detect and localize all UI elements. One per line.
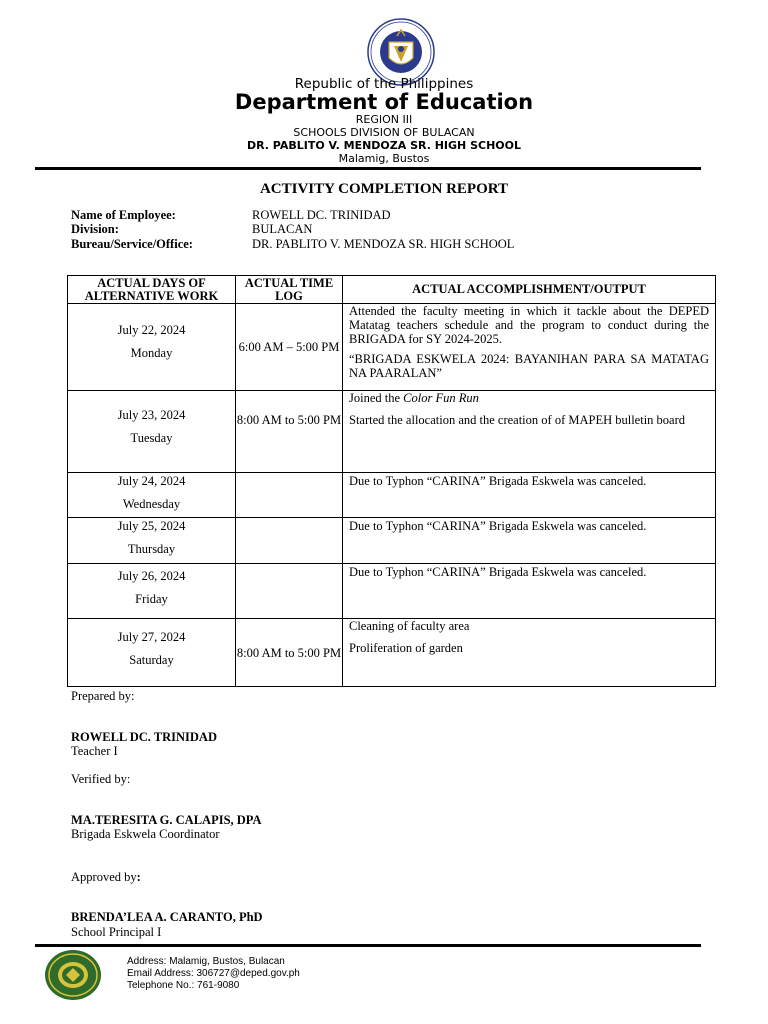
accomplishment-text: Proliferation of garden bbox=[349, 641, 463, 655]
accomplishment-cell bbox=[343, 518, 716, 564]
region-line: REGION III bbox=[355, 113, 413, 126]
table-row bbox=[68, 391, 716, 473]
date-cell bbox=[68, 564, 236, 619]
date-text: July 24, 2024 bbox=[117, 474, 186, 488]
employee-name-label: Name of Employee: bbox=[71, 208, 176, 222]
accomplishment-cell bbox=[343, 473, 716, 518]
approved-by-text: Approved by bbox=[71, 870, 137, 884]
time-cell: 8:00 AM to 5:00 PM bbox=[236, 619, 343, 687]
prepared-by-name: ROWELL DC. TRINIDAD bbox=[71, 730, 217, 744]
day-text: Saturday bbox=[129, 653, 174, 667]
table-row bbox=[68, 304, 716, 391]
department-name: Department of Education bbox=[234, 90, 534, 114]
school-name: DR. PABLITO V. MENDOZA SR. HIGH SCHOOL bbox=[246, 139, 521, 152]
date-cell bbox=[68, 518, 236, 564]
date-text: July 25, 2024 bbox=[117, 519, 186, 533]
date-text: July 27, 2024 bbox=[117, 630, 186, 644]
report-title: ACTIVITY COMPLETION REPORT bbox=[259, 181, 509, 197]
accomplishment-text: Due to Typhon “CARINA” Brigada Eskwela was canceled. bbox=[349, 474, 647, 488]
accomplishment-italic: Color Fun Run bbox=[403, 391, 479, 405]
time-cell: 6:00 AM – 5:00 PM bbox=[236, 304, 343, 391]
division-value: BULACAN bbox=[252, 222, 313, 236]
day-text: Wednesday bbox=[122, 497, 181, 511]
col-header-time: ACTUAL TIME LOG bbox=[236, 276, 343, 304]
republic-line: Republic of the Philippines bbox=[294, 76, 474, 92]
accomplishment-text bbox=[349, 391, 709, 405]
table-row bbox=[68, 473, 716, 518]
accomplishment-text: Due to Typhon “CARINA” Brigada Eskwela was canceled. bbox=[349, 519, 647, 533]
date-text: July 26, 2024 bbox=[117, 569, 186, 583]
division-line: SCHOOLS DIVISION OF BULACAN bbox=[293, 126, 475, 139]
footer-phone: Telephone No.: 761-9080 bbox=[127, 980, 240, 991]
time-cell bbox=[236, 564, 343, 619]
footer-address: Address: Malamig, Bustos, Bulacan bbox=[127, 956, 285, 967]
time-cell: 8:00 AM to 5:00 PM bbox=[236, 391, 343, 473]
accomplishment-text: Started the allocation and the creation of of MAPEH bulletin board bbox=[349, 413, 686, 427]
employee-name-value: ROWELL DC. TRINIDAD bbox=[252, 208, 391, 222]
accomplishment-text: Cleaning of faculty area bbox=[349, 619, 470, 633]
accomplishment-text: Due to Typhon “CARINA” Brigada Eskwela was canceled. bbox=[349, 565, 647, 579]
verified-by-name: MA.TERESITA G. CALAPIS, DPA bbox=[71, 813, 262, 827]
date-cell bbox=[68, 304, 236, 391]
day-text: Tuesday bbox=[130, 431, 173, 445]
accomplishment-cell bbox=[343, 391, 716, 473]
col-header-days: ACTUAL DAYS OF ALTERNATIVE WORK bbox=[68, 276, 236, 304]
table-row bbox=[68, 564, 716, 619]
date-text: July 23, 2024 bbox=[117, 408, 186, 422]
activity-table bbox=[67, 275, 716, 687]
accomplishment-cell bbox=[343, 619, 716, 687]
accomplishment-text: Attended the faculty meeting in which it tackle about the DEPED Matatag teachers schedule and the program to conduct during the BRIGADA for SY 2024-2025. bbox=[349, 304, 709, 346]
prepared-by-label: Prepared by: bbox=[71, 689, 135, 703]
school-location: Malamig, Bustos bbox=[338, 152, 430, 165]
date-cell bbox=[68, 473, 236, 518]
table-row bbox=[68, 518, 716, 564]
accomplishment-text: “BRIGADA ESKWELA 2024: BAYANIHAN PARA SA MATATAG NA PAARALAN” bbox=[349, 352, 709, 380]
time-cell bbox=[236, 518, 343, 564]
verified-by-label: Verified by: bbox=[71, 772, 131, 786]
approved-by-name: BRENDA’LEA A. CARANTO, PhD bbox=[71, 910, 263, 924]
time-cell bbox=[236, 473, 343, 518]
date-cell bbox=[68, 619, 236, 687]
header-divider bbox=[35, 167, 701, 170]
division-label: Division: bbox=[71, 222, 119, 236]
day-text: Monday bbox=[130, 346, 173, 360]
accomplishment-prefix: Joined the bbox=[349, 391, 404, 405]
prepared-by-position: Teacher I bbox=[71, 744, 118, 758]
verified-by-position: Brigada Eskwela Coordinator bbox=[71, 827, 220, 841]
day-text: Thursday bbox=[127, 542, 176, 556]
accomplishment-cell bbox=[343, 564, 716, 619]
approved-by-position: School Principal I bbox=[71, 925, 162, 939]
accomplishment-cell bbox=[343, 304, 716, 391]
date-cell bbox=[68, 391, 236, 473]
table-header-row bbox=[68, 276, 716, 304]
approved-by-colon: : bbox=[136, 870, 141, 884]
col-header-accomplishment: ACTUAL ACCOMPLISHMENT/OUTPUT bbox=[343, 276, 716, 304]
footer-divider bbox=[35, 944, 701, 947]
office-label: Bureau/Service/Office: bbox=[71, 237, 193, 251]
day-text: Friday bbox=[135, 592, 168, 606]
approved-by-label bbox=[71, 870, 141, 885]
table-row bbox=[68, 619, 716, 687]
school-seal-logo bbox=[44, 949, 102, 1001]
date-text: July 22, 2024 bbox=[117, 323, 186, 337]
footer-email: Email Address: 306727@deped.gov.ph bbox=[127, 968, 300, 979]
office-value: DR. PABLITO V. MENDOZA SR. HIGH SCHOOL bbox=[252, 237, 515, 251]
